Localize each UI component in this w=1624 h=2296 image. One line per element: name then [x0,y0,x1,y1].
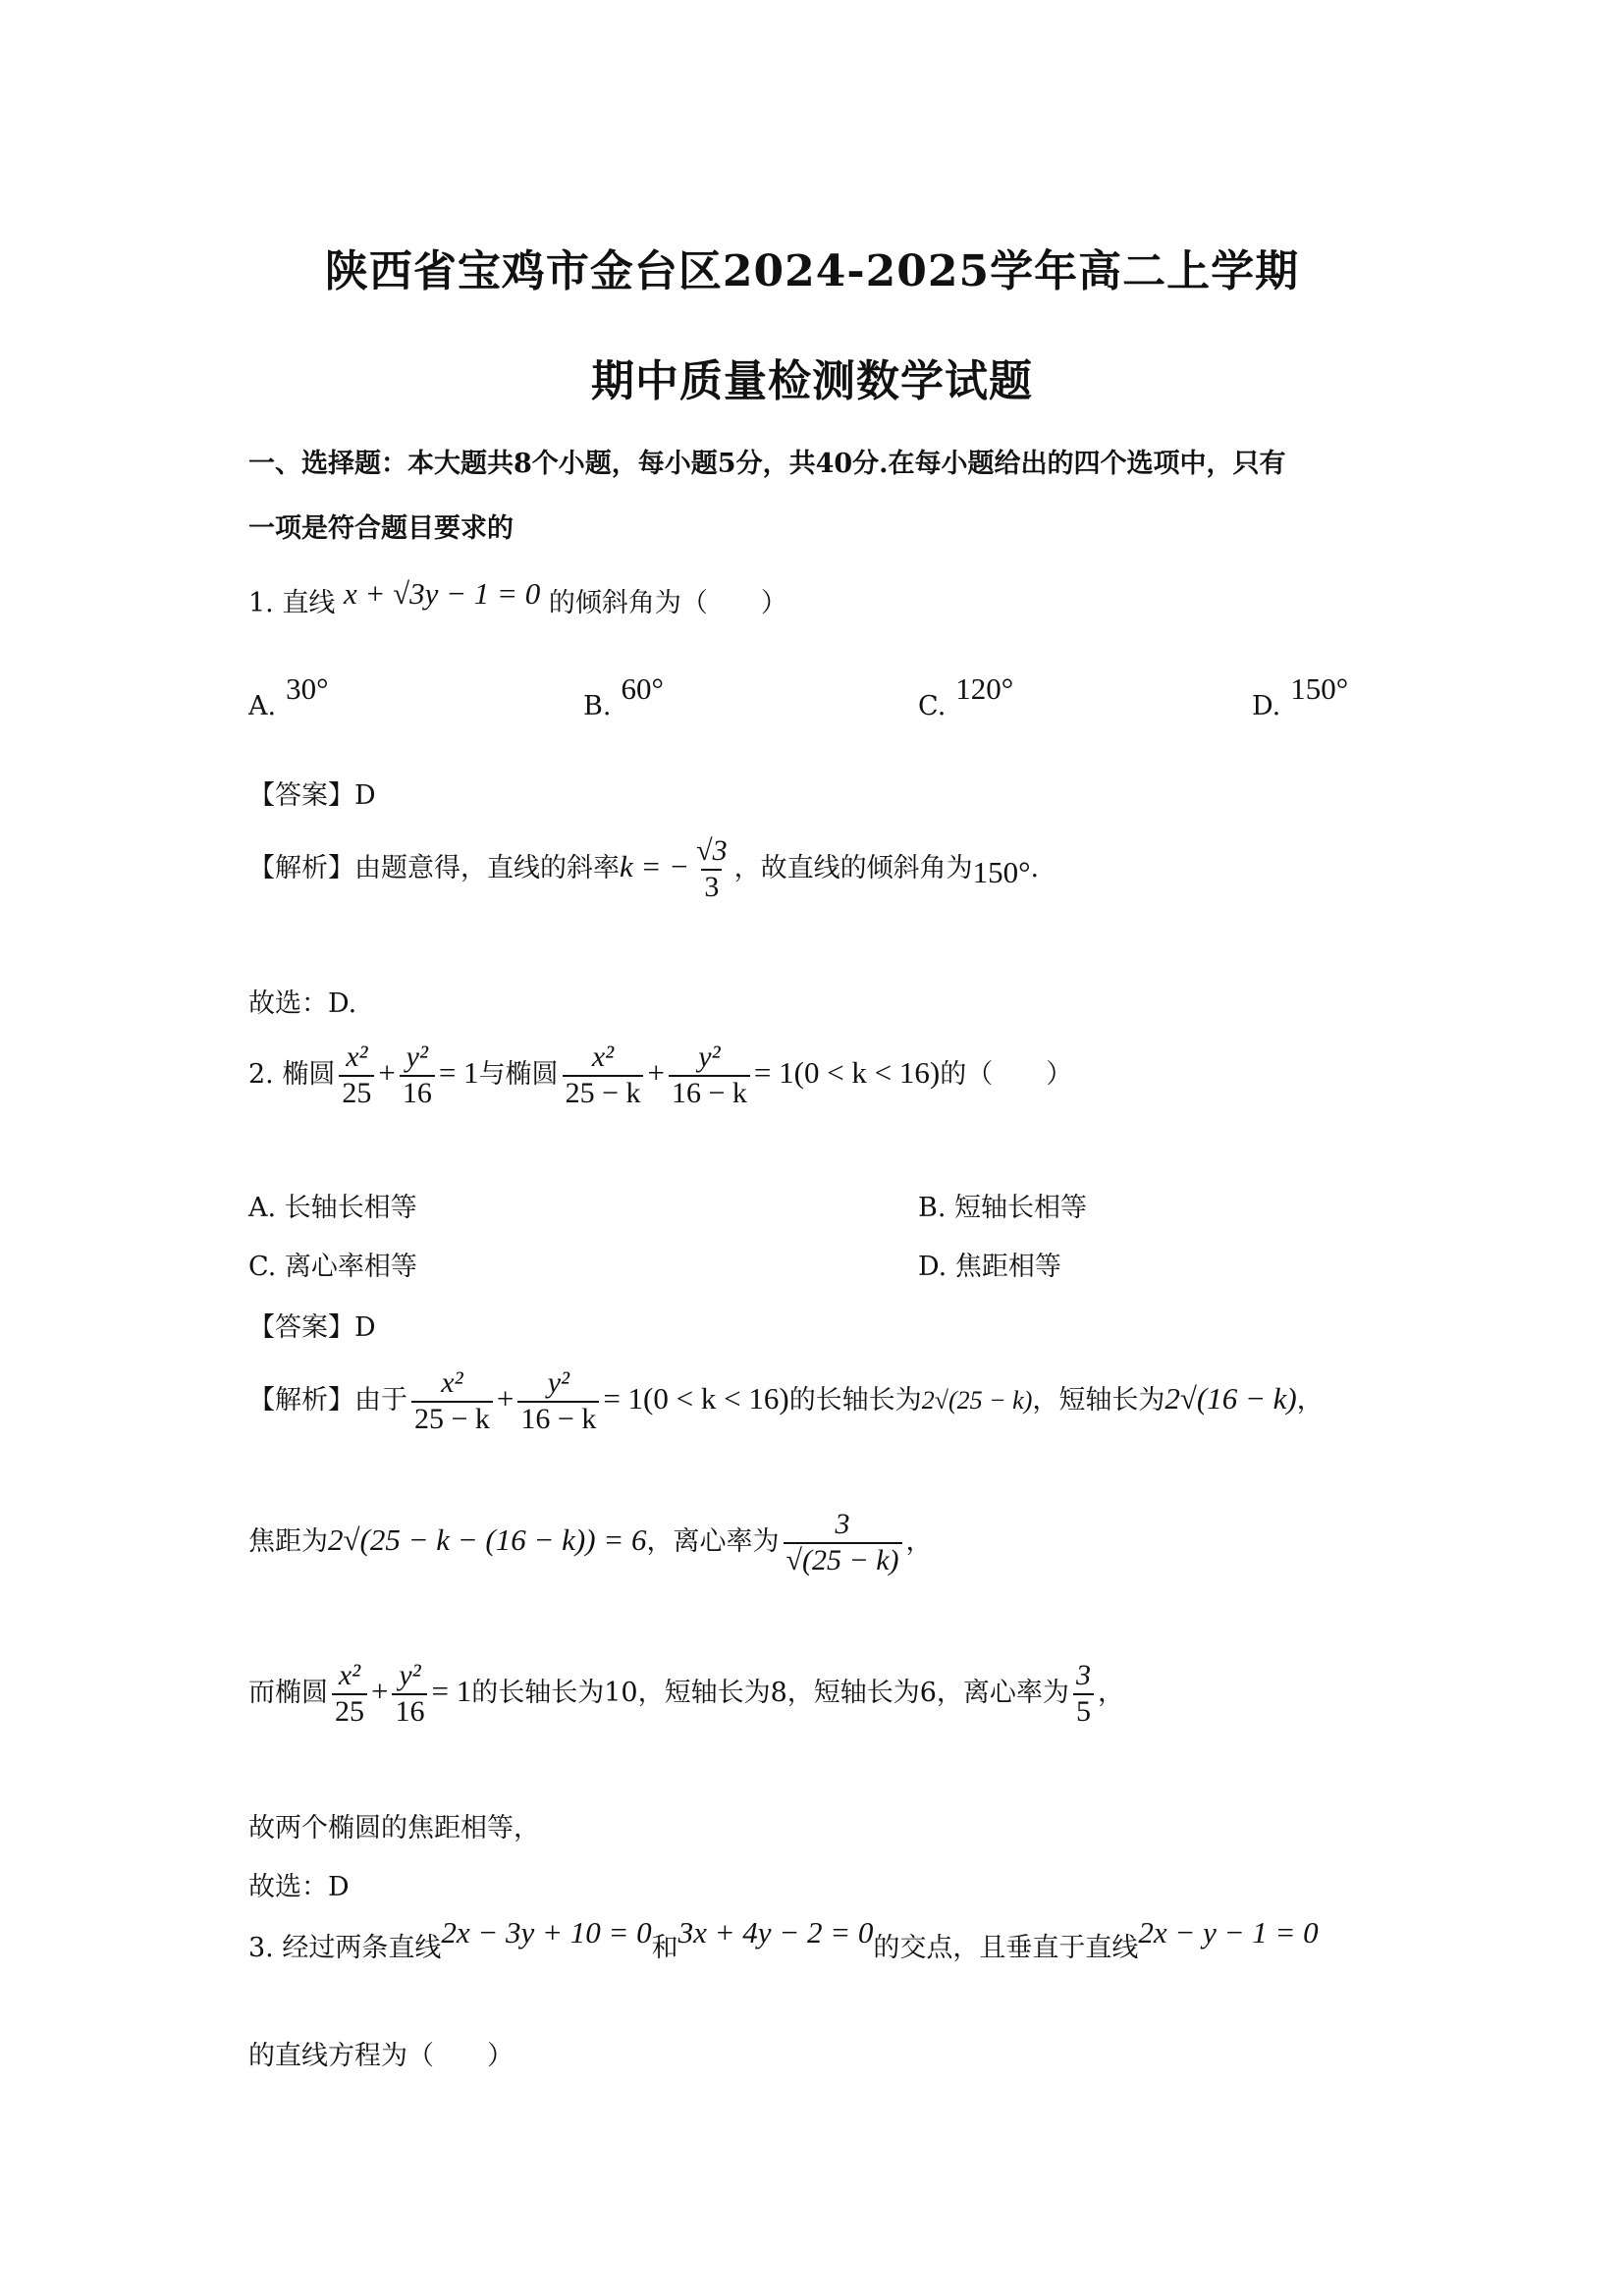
q2-a3-frac-1: $\frac{\text{x²}}{25}$ [332,1659,367,1729]
q1-slope-fraction [693,834,730,904]
q2-frac-1-den: 25 [339,1075,374,1111]
question-3 [248,1915,1319,1964]
q2-analysis-line-2: 焦距为2√(25 − k − (16 − k)) = 6，离心率为 $\frac{3}{√(25 - k)}$ ， [248,1508,933,1576]
section-heading-line-1: 一、选择题：本大题共8个小题，每小题5分，共40分.在每小题给出的四个选项中，只有 [248,449,1286,479]
q2-frac-3-den: 25 − k [563,1075,644,1111]
q2-analysis-line-3: 而椭圆 $\frac{\text{x²}}{25}$ + $\frac{\text{y²}}{16}$ = 1的长轴长为10，短轴长为8，短轴长为6，离心率为 $\frac{3}{5}$ ， [248,1659,1124,1728]
q2-condition: = 1(0 < k < 16) [753,1055,941,1090]
q2-a3-eccentricity: $\frac{3}{5}$ [1073,1659,1094,1729]
question-1-equation: x + √3y − 1 = 0 [343,576,541,611]
q1-option-c-letter: C. [918,691,947,721]
q1-analysis [248,834,1039,904]
q2-frac-4-den: 16 − k [669,1075,750,1111]
q1-slope: k = − [620,849,690,883]
q1-choose: 故选：D. [248,988,357,1019]
q2-frac-4-num: y² [698,1041,721,1073]
question-1 [248,576,787,619]
question-3-line-2: 的直线方程为（ ） [248,2041,514,2071]
q2-option-d: D. 焦距相等 [918,1252,1061,1282]
q2-option-c: C. 离心率相等 [248,1252,417,1282]
q2-a3-frac-2: $\frac{\text{y²}}{16}$ [392,1659,427,1729]
q2-a2-focal: 2√(25 − k − (16 − k)) = 6 [328,1522,647,1557]
title-line-2: 期中质量检测数学试题 [591,356,1033,406]
q1-answer: 【答案】D [248,780,376,811]
q3-eq3: 2x − y − 1 = 0 [1138,1915,1319,1949]
q2-a3-prefix: 而椭圆 [248,1678,328,1708]
question-2-suffix: 的（ ） [940,1059,1073,1090]
section-heading-line-2: 一项是符合题目要求的 [248,513,514,544]
q2-a1-short-axis: 2√(16 − k) [1164,1381,1297,1415]
q2-frac-2-num: y² [406,1041,428,1073]
question-2-mid: 与椭圆 [478,1059,559,1090]
q1-option-a-value: 30° [286,671,329,706]
q2-a2-mid: ，离心率为 [646,1526,780,1557]
q1-option-b-letter: B. [583,691,612,721]
q1-option-a [248,671,329,722]
q3-eq2: 3x + 4y − 2 = 0 [677,1915,874,1949]
q2-a3-mid: 的长轴长为10，短轴长为8，短轴长为6，离心率为 [471,1678,1069,1708]
q2-option-a: A. 长轴长相等 [248,1193,417,1223]
q2-choose: 故选：D [248,1872,350,1902]
q2-option-b: B. 短轴长相等 [918,1193,1088,1223]
q2-frac-4 [669,1041,750,1110]
q2-a1-prefix: 【解析】由于 [248,1385,407,1415]
q2-a1-frac-2: $\frac{\text{y²}}{16 - k}$ [517,1366,599,1436]
q1-option-b-value: 60° [621,671,664,706]
q2-eq1: = 1 [438,1055,479,1090]
question-2: 2. 椭圆 $\frac{\text{x²}}{25}$ + $\frac{\text{y²}}{16}$ = 1与椭圆 $\frac{\text{x²}}{25 - k}$ + $\frac{\text{y²}}{16 - k}$ = 1(0 < k < 16)的（ ） [248,1041,1073,1109]
q1-option-d-letter: D. [1252,691,1281,721]
q2-a1-frac-1: $\frac{\text{x²}}{25 - k}$ [411,1366,493,1436]
q2-frac-1 [339,1041,374,1110]
q2-a2-prefix: 焦距为 [248,1526,328,1557]
q2-answer: 【答案】D [248,1312,376,1343]
q3-mid: 的交点，且垂直于直线 [873,1933,1139,1963]
q3-eq1: 2x − 3y + 10 = 0 [441,1915,652,1949]
q2-frac-1-num: x² [346,1041,368,1073]
question-1-prefix: 1. 直线 [248,588,336,618]
q1-analysis-angle: 150° [972,855,1031,889]
q1-option-d [1252,671,1349,722]
q1-slope-den: 3 [701,869,722,905]
question-3-prefix: 3. 经过两条直线 [248,1933,442,1963]
q2-frac-3 [563,1041,644,1110]
q2-analysis-line-4: 故两个椭圆的焦距相等， [248,1813,540,1843]
q1-analysis-end: . [1030,853,1040,883]
q3-and: 和 [651,1933,678,1963]
q1-slope-num: √3 [696,834,728,867]
q1-analysis-suffix: ，故直线的倾斜角为 [733,853,973,883]
q2-a2-eccentricity: $\frac{3}{√(25 - k)}$ [784,1508,902,1577]
q1-option-c [918,671,1014,722]
title-line-1: 陕西省宝鸡市金台区2024-2025学年高二上学期 [324,246,1300,296]
q2-frac-2 [400,1041,435,1110]
q1-option-b [583,671,664,722]
q2-frac-3-num: x² [591,1041,615,1073]
q2-a1-mid2: ，短轴长为 [1032,1385,1165,1415]
q1-option-c-value: 120° [955,671,1014,706]
q1-option-d-value: 150° [1290,671,1349,706]
q1-option-a-letter: A. [248,691,277,721]
q2-a1-long-axis: 2√(25 − k) [921,1386,1033,1415]
q2-frac-2-den: 16 [400,1075,435,1111]
q1-analysis-prefix: 【解析】由题意得，直线的斜率 [248,853,620,883]
q2-analysis-line-1: 【解析】由于 $\frac{\text{x²}}{25 - k}$ + $\frac{\text{y²}}{16 - k}$ = 1(0 < k < 16)的长轴长为2√(25 − k)，短轴长为2√(16 − k)， [248,1366,1324,1435]
question-1-suffix: 的倾斜角为（ ） [548,588,787,618]
q2-a1-mid: 的长轴长为 [788,1385,922,1415]
question-2-prefix: 2. 椭圆 [248,1059,336,1090]
